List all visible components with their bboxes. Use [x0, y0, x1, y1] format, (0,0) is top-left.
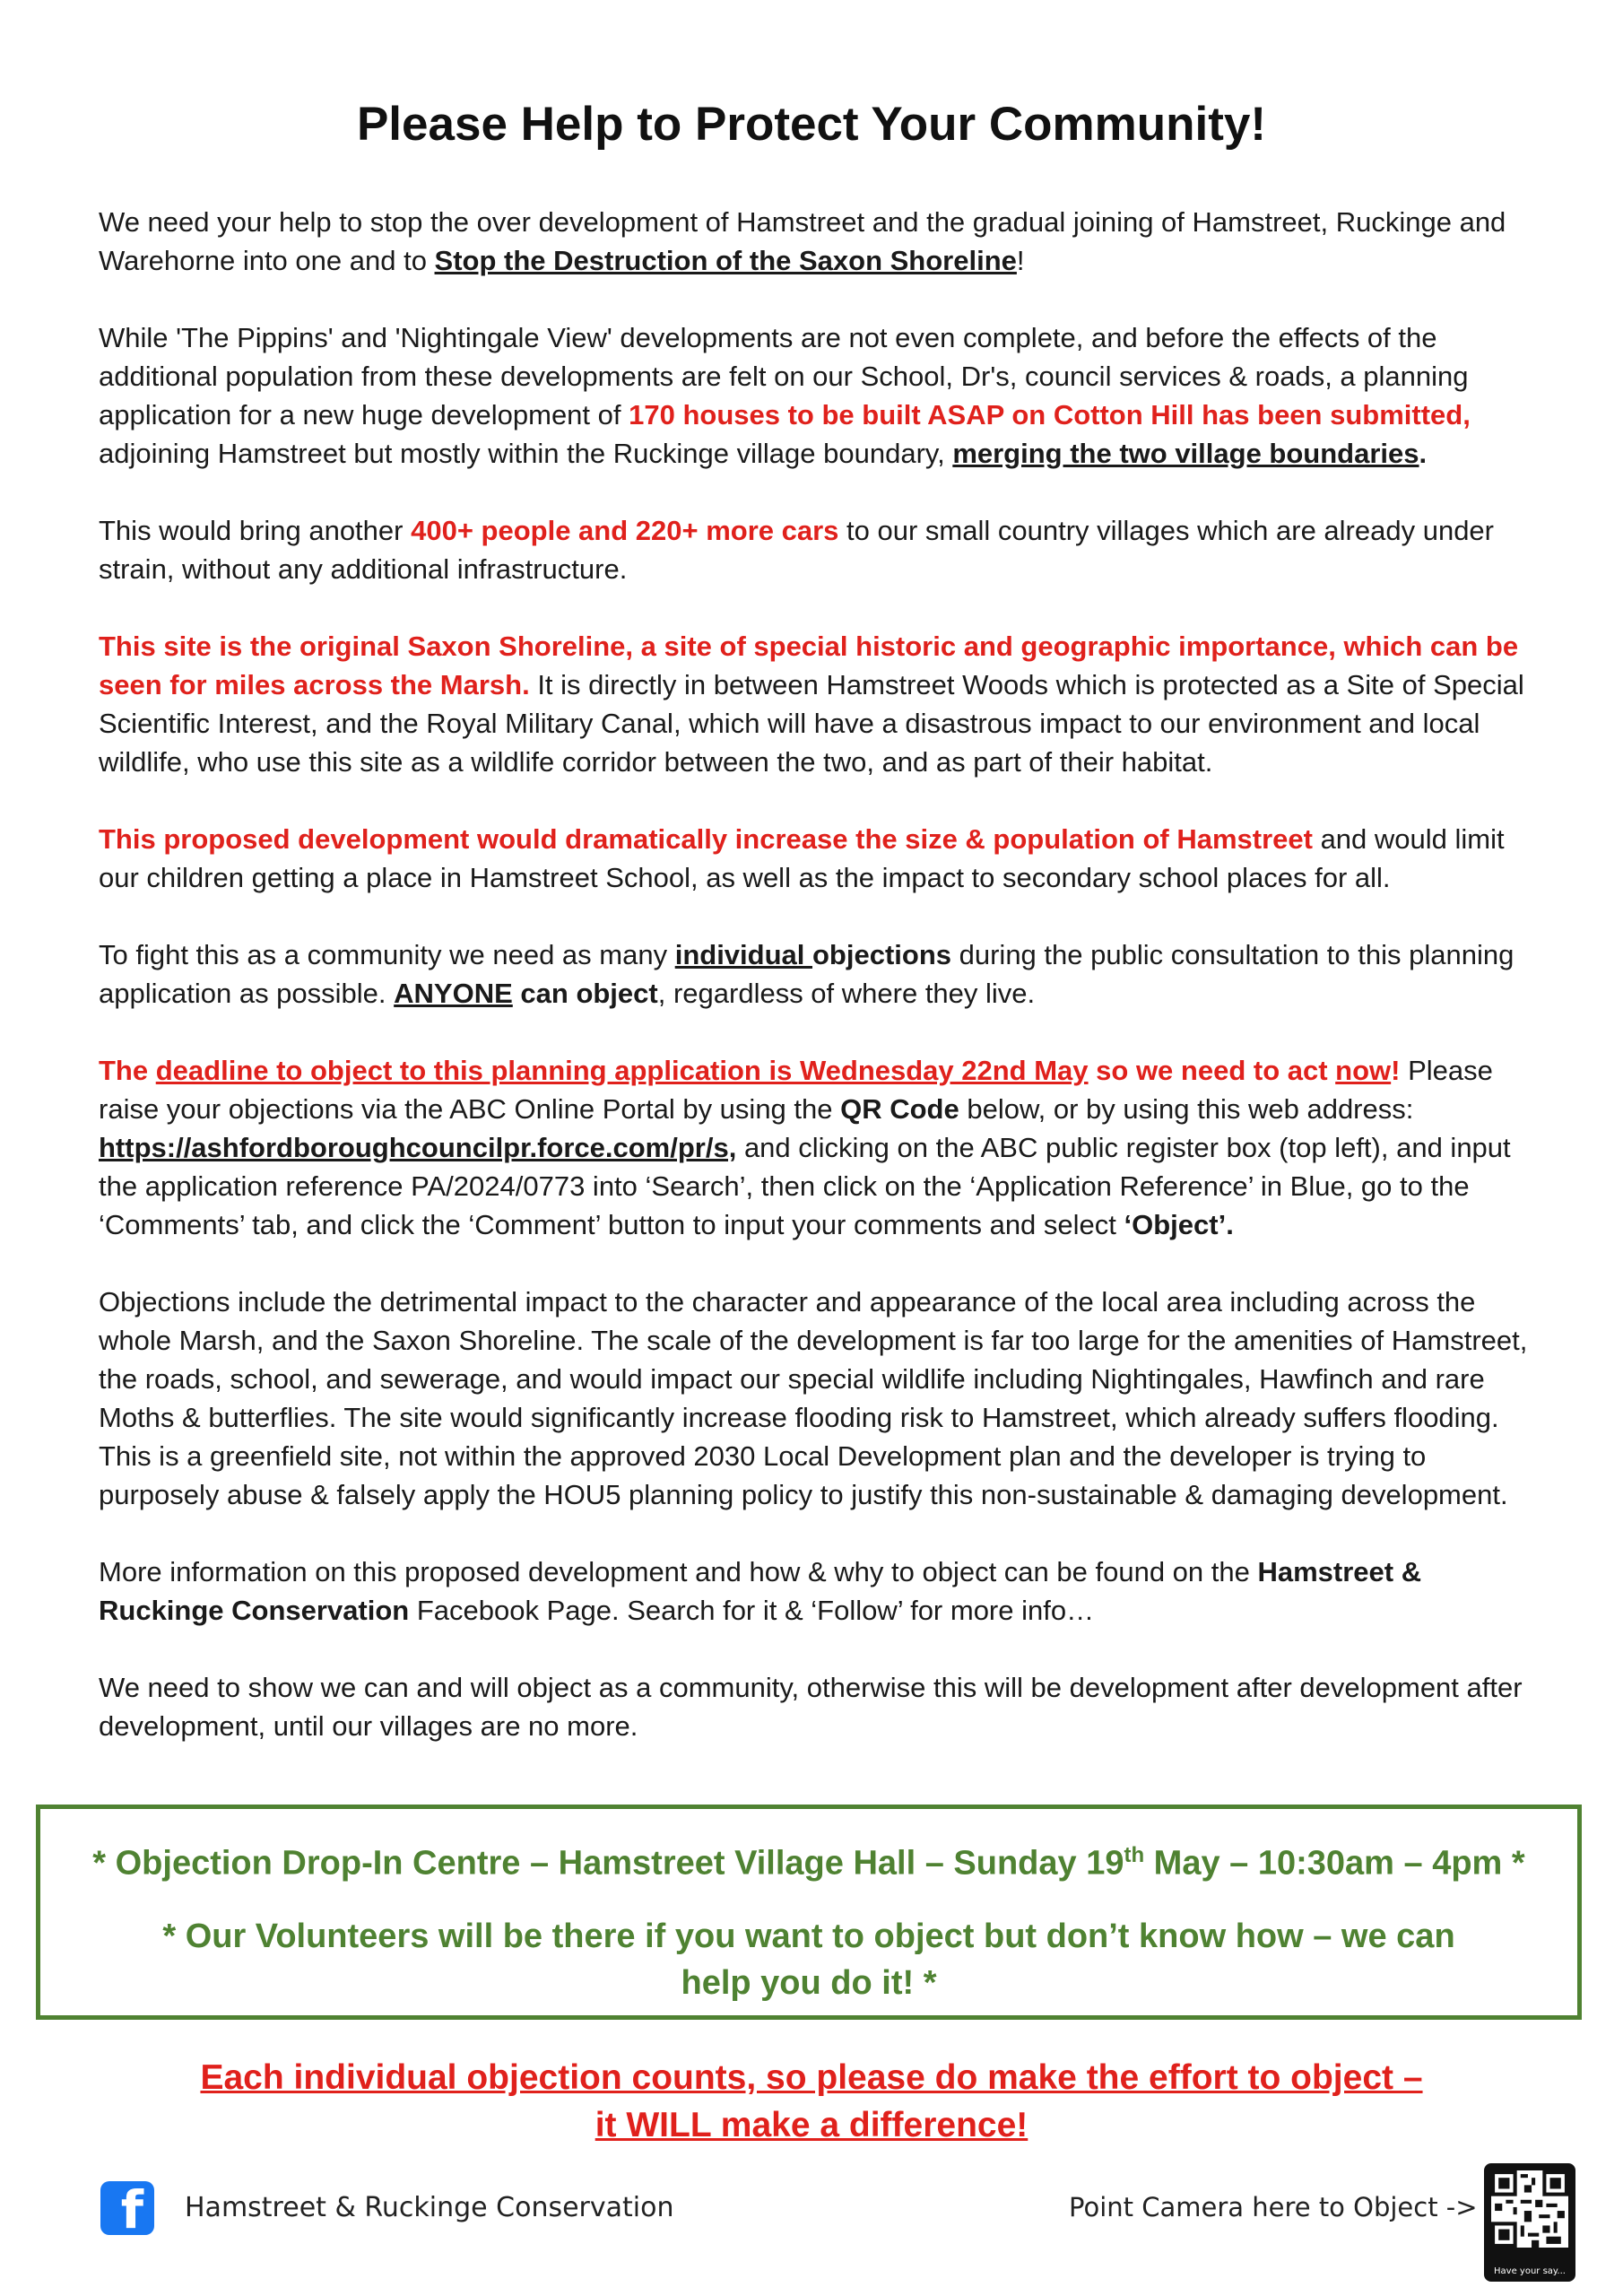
- facebook-icon: f: [100, 2181, 154, 2235]
- saxon-shoreline-emphasis: Stop the Destruction of the Saxon Shoreline: [434, 245, 1017, 276]
- page-title: Please Help to Protect Your Community!: [356, 98, 1267, 151]
- intro-paragraph: We need your help to stop the over development of Hamstreet and the gradual joining of Hamstreet, Ruckinge and Warehorne into one and to Stop the Destruction of the Saxon Shoreline!: [99, 206, 1506, 276]
- objections-paragraph: Objections include the detrimental impact to the character and appearance of the local area including across the whole Marsh, and the Saxon Shoreline. The scale of the development is far too large for the amenities of Hamstreet, the roads, school, and sewerage, and would impact our special wildlife including Nightingales, Hawfinch and rare Moths & butterflies. The site would significantly increase flooding risk to Hamstreet, which already suffers flooding. This is a greenfield site, not within the approved 2030 Local Development plan and the developer is trying to purposely abuse & falsely apply the HOU5 planning policy to justify this non-sustainable & damaging development.: [99, 1286, 1528, 1510]
- heritage-paragraph: This site is the original Saxon Shoreline, a site of special historic and geographic importance, which can be seen for miles across the Marsh. It is directly in between Hamstreet Woods which is protected as a Site of Special Scientific Interest, and the Royal Military Canal, which will have a disastrous impact to our environment and local wildlife, who use this site as a wildlife corridor between the two, and as part of their habitat.: [99, 631, 1524, 778]
- camera-instruction: Point Camera here to Object ->: [1069, 2192, 1478, 2222]
- deadline-highlight: deadline to object to this planning application is Wednesday 22nd May: [155, 1055, 1089, 1086]
- closing-paragraph: We need to show we can and will object as a community, otherwise this will be development after development after development, until our villages are no more.: [99, 1672, 1523, 1742]
- facebook-page-name: Hamstreet & Ruckinge Conservation: [99, 1556, 1422, 1626]
- facebook-label: Hamstreet & Ruckinge Conservation: [185, 2192, 674, 2223]
- qr-code-icon[interactable]: [1484, 2163, 1575, 2282]
- size-highlight: This proposed development would dramatically increase the size & population of Hamstreet: [99, 823, 1313, 855]
- fight-paragraph: To fight this as a community we need as many individual objections during the public consultation to this planning application as possible. ANYONE can object, regardless of where they live.: [99, 939, 1515, 1009]
- development-paragraph: While 'The Pippins' and 'Nightingale View' developments are not even complete, and before the effects of the additional population from these developments are felt on our School, Dr's, council services & roads, a planning application for a new huge development of 170 houses to be built ASAP on Cotton Hill has been submitted, adjoining Hamstreet but mostly within the Ruckinge village boundary, merging the two village boundaries.: [99, 322, 1471, 469]
- heritage-highlight: This site is the original Saxon Shoreline, a site of special historic and geographic importance, which can be seen for miles across the Marsh.: [99, 631, 1519, 700]
- volunteers-line: * Our Volunteers will be there if you want to object but don’t know how – we can help you do it! *: [162, 1918, 1455, 2002]
- drop-in-box: [36, 1805, 1582, 2020]
- drop-in-line: * Objection Drop-In Centre – Hamstreet Village Hall – Sunday 19th May – 10:30am – 4pm *: [92, 1843, 1525, 1883]
- call-to-action: Each individual objection counts, so please do make the effort to object – it WILL make a difference!: [200, 2058, 1423, 2144]
- houses-highlight: 170 houses to be built ASAP on Cotton Hill has been submitted,: [629, 399, 1471, 430]
- body-text: [99, 203, 1542, 1784]
- portal-link[interactable]: https://ashfordboroughcouncilpr.force.com/pr/s,: [99, 1132, 737, 1163]
- population-paragraph: This would bring another 400+ people and 220+ more cars to our small country villages which are already under strain, without any additional infrastructure.: [99, 515, 1494, 585]
- deadline-paragraph: The deadline to object to this planning application is Wednesday 22nd May so we need to act now! Please raise your objections via the ABC Online Portal by using the QR Code below, or by using this web address: https://ashfordboroughcouncilpr.force.com/pr/s, and clicking on the ABC public register box (top left), and input the application reference PA/2024/0773 into ‘Search’, then click on the ‘Application Reference’ in Blue, go to the ‘Comments’ tab, and click the ‘Comment’ button to input your comments and select ‘Object’.: [99, 1055, 1511, 1240]
- school-paragraph: This proposed development would dramatically increase the size & population of Hamstreet and would limit our children getting a place in Hamstreet School, as well as the impact to secondary school places for all.: [99, 823, 1505, 893]
- qr-caption: Have your say...: [1494, 2266, 1566, 2276]
- info-paragraph: More information on this proposed development and how & why to object can be found on the Hamstreet & Ruckinge Conservation Facebook Page. Search for it & ‘Follow’ for more info…: [99, 1556, 1422, 1626]
- merging-emphasis: merging the two village boundaries: [952, 438, 1419, 469]
- population-highlight: 400+ people and 220+ more cars: [411, 515, 839, 546]
- qr-pattern: [1491, 2170, 1568, 2248]
